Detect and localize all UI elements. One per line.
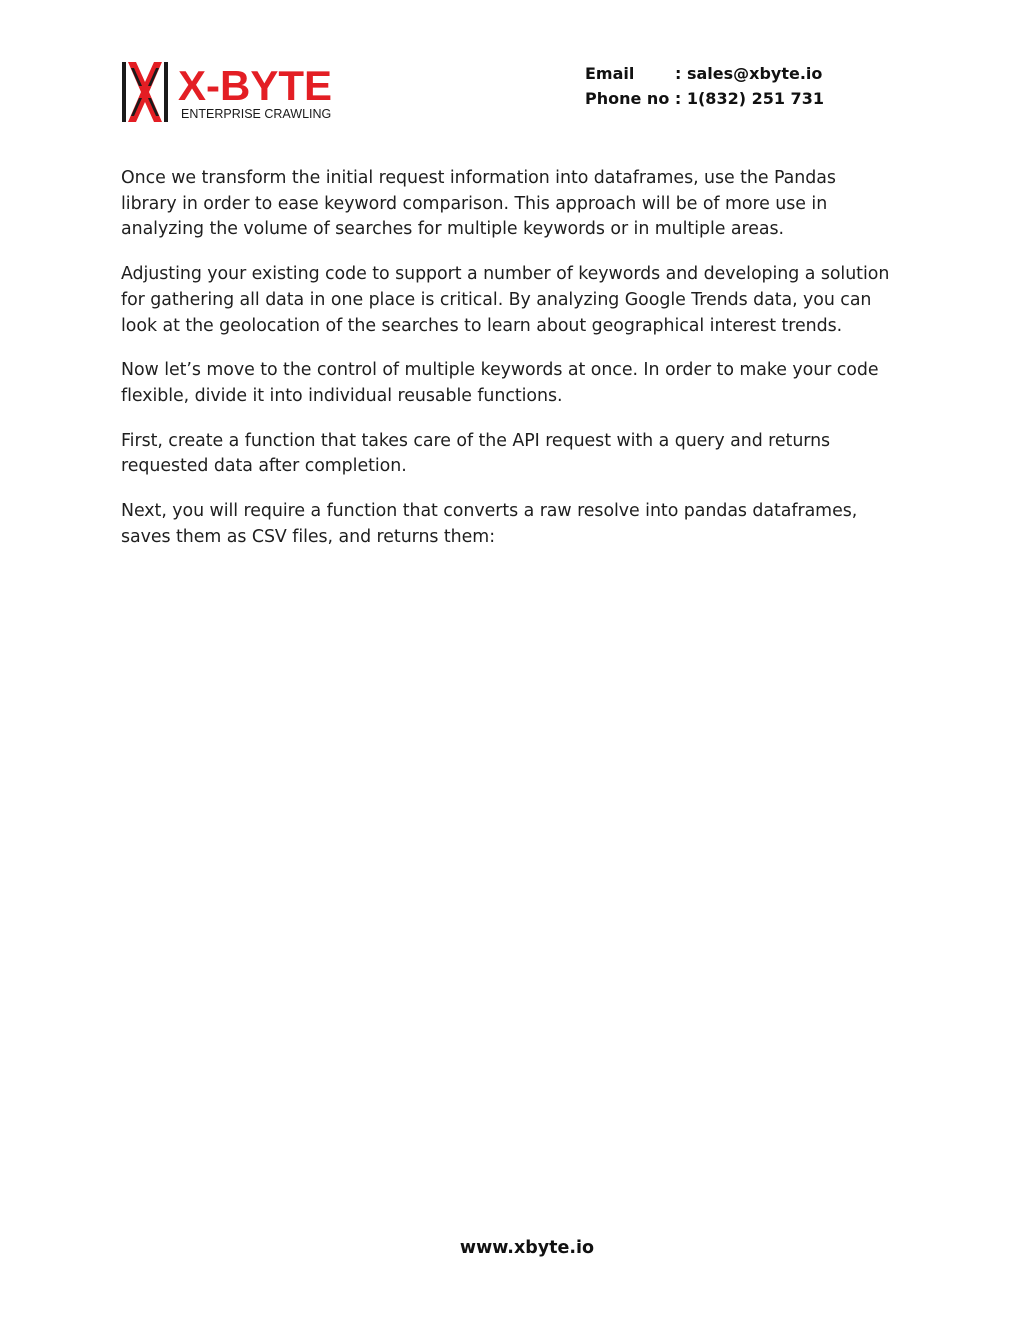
paragraph: First, create a function that takes care of the API request with a query and returns requested data after completion. <box>121 430 831 477</box>
phone-row <box>585 86 824 111</box>
paragraph: Adjusting your existing code to support a number of keywords and developing a solution for gathering all data in one place is critical. By analyzing Google Trends data, you can look at the geolocation of the searches to learn about geographical interest trends. <box>121 264 890 336</box>
company-logo <box>120 60 360 124</box>
paragraph: Now let’s move to the control of multiple keywords at once. In order to make your code flexible, divide it into individual reusable functions. <box>121 360 879 406</box>
email-label: Email <box>585 64 635 83</box>
email-row <box>585 61 824 86</box>
logo-brand-text: X-BYTE <box>178 62 333 109</box>
contact-block <box>585 61 824 111</box>
logo-emblem <box>122 62 168 122</box>
document-body <box>121 166 896 569</box>
paragraph: Next, you will require a function that converts a raw resolve into pandas dataframes, saves them as CSV files, and returns them: <box>121 501 858 547</box>
logo-tagline: ENTERPRISE CRAWLING <box>181 107 332 121</box>
paragraph: Once we transform the initial request information into dataframes, use the Pandas library in order to ease keyword comparison. This approach will be of more use in analyzing the volume of searches for multiple keywords or in multiple areas. <box>121 168 836 240</box>
email-value[interactable]: : sales@xbyte.io <box>675 64 823 83</box>
xbyte-logo-icon <box>120 60 360 124</box>
phone-value[interactable]: : 1(832) 251 731 <box>674 89 824 108</box>
footer-website-link[interactable]: www.xbyte.io <box>459 1238 595 1258</box>
phone-label: Phone no <box>585 89 670 108</box>
